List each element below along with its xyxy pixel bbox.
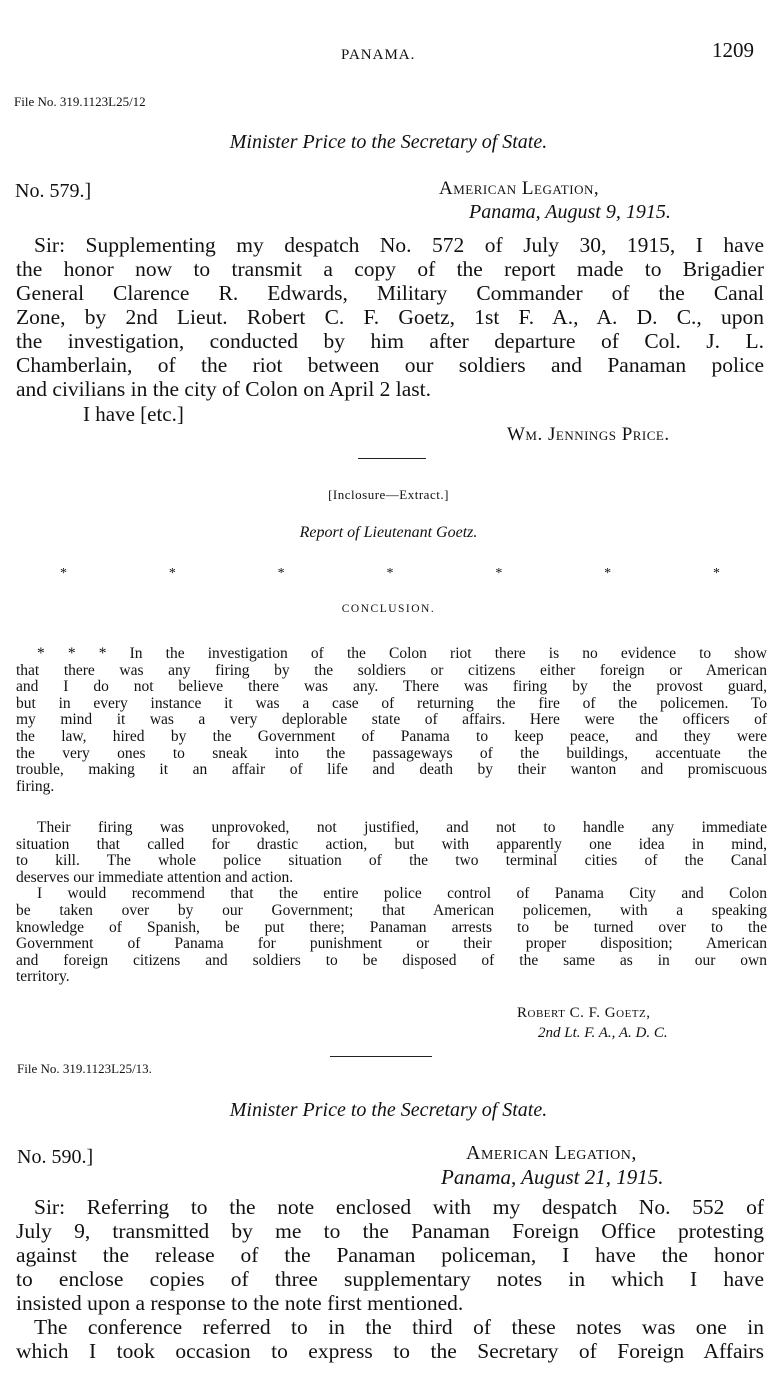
body-line: The conference referred to in the third of these notes was one in xyxy=(34,1315,764,1339)
signature: Wm. Jennings Price. xyxy=(507,424,670,445)
body-line: Sir: Referring to the note enclosed with my despatch No. 552 of xyxy=(34,1195,764,1219)
report-line: to kill. The whole police situation of the two terminal cities of the Canal xyxy=(16,852,767,870)
report-signature-rank: 2nd Lt. F. A., A. D. C. xyxy=(538,1025,668,1041)
file-number: File No. 319.1123L25/13. xyxy=(17,1061,152,1076)
report-line: and foreign citizens and soldiers to be disposed of the same as in our own xyxy=(16,951,767,969)
body-line: which I took occasion to express to the Secretary of Foreign Affairs xyxy=(16,1339,764,1363)
star-mark: * xyxy=(60,566,67,581)
report-line: deserves our immediate attention and action. xyxy=(16,868,294,886)
body-line: the investigation, conducted by him after departure of Col. J. L. xyxy=(16,329,764,353)
report-line: Government of Panama for punishment or their proper disposition; American xyxy=(16,935,767,953)
body-line: Sir: Supplementing my despatch No. 572 of July 30, 1915, I have xyxy=(34,233,764,257)
place-date-line: Panama, August 9, 1915. xyxy=(469,201,671,223)
report-line: trouble, making it an affair of life and death by their wanton and promiscuous xyxy=(16,761,767,779)
report-line: * * * In the investigation of the Colon riot there is no evidence to show xyxy=(37,645,767,662)
report-line: the very ones to sneak into the passageways of the buildings, accentuate the xyxy=(16,744,767,762)
star-mark: * xyxy=(168,566,176,581)
star-mark: * xyxy=(495,566,503,581)
report-line: Their firing was unprovoked, not justified, and not to handle any immediate xyxy=(37,819,767,836)
document-heading: Minister Price to the Secretary of State. xyxy=(229,131,548,153)
page-number: 1209 xyxy=(712,38,754,62)
section-divider xyxy=(358,458,426,459)
section-heading: CONCLUSION. xyxy=(341,603,436,615)
body-line: General Clarence R. Edwards, Military Commander of the Canal xyxy=(16,281,764,305)
section-divider xyxy=(330,1056,432,1057)
body-line: the honor now to transmit a copy of the report made to Brigadier xyxy=(16,257,764,281)
inclosure-label: [Inclosure—Extract.] xyxy=(328,487,449,502)
report-line: but in every instance it was a case of returning the fire of the policemen. To xyxy=(16,694,767,712)
running-title: PANAMA. xyxy=(341,47,416,63)
file-number: File No. 319.1123L25/12 xyxy=(14,94,146,109)
despatch-number: No. 579.] xyxy=(15,180,92,202)
star-mark: * xyxy=(277,566,285,581)
star-mark: * xyxy=(604,566,612,581)
report-line: that there was any firing by the soldiers or citizens either foreign or American xyxy=(16,661,767,679)
report-line: firing. xyxy=(16,777,55,795)
report-title: Report of Lieutenant Goetz. xyxy=(299,524,478,541)
closing-line: I have [etc.] xyxy=(83,402,184,426)
report-line: knowledge of Spanish, be put there; Panaman arrests to be turned over to the xyxy=(16,918,767,936)
ellipsis-stars xyxy=(60,566,720,582)
star-mark: * xyxy=(386,566,394,581)
star-mark: * xyxy=(712,566,720,581)
report-line: the law, hired by the Government of Panama to keep peace, and they were xyxy=(16,728,767,745)
body-line: to enclose copies of three supplementary notes in which I have xyxy=(16,1267,764,1291)
report-line: territory. xyxy=(16,968,70,986)
body-line: and civilians in the city of Colon on April 2 last. xyxy=(16,377,432,401)
legation-line: American Legation, xyxy=(466,1142,637,1164)
report-line: and I do not believe there was any. There was firing by the provost guard, xyxy=(16,678,767,696)
legation-line: American Legation, xyxy=(439,178,600,199)
report-signature-name: Robert C. F. Goetz, xyxy=(517,1005,651,1021)
body-line: insisted upon a response to the note first mentioned. xyxy=(16,1291,464,1315)
report-line: I would recommend that the entire police control of Panama City and Colon xyxy=(37,885,767,903)
despatch-number: No. 590.] xyxy=(17,1146,94,1168)
report-line: situation that called for drastic action, but with apparently one idea in mind, xyxy=(16,835,767,853)
body-line: against the release of the Panaman policeman, I have the honor xyxy=(16,1243,764,1267)
body-line: Chamberlain, of the riot between our soldiers and Panaman police xyxy=(16,353,764,377)
place-date-line: Panama, August 21, 1915. xyxy=(441,1165,664,1189)
report-line: my mind it was a very deplorable state of affairs. Here were the officers of xyxy=(16,711,767,729)
document-heading: Minister Price to the Secretary of State. xyxy=(229,1099,548,1121)
body-line: Zone, by 2nd Lieut. Robert C. F. Goetz, 1st F. A., A. D. C., upon xyxy=(16,305,764,329)
report-line: be taken over by our Government; that American policemen, with a speaking xyxy=(16,902,767,919)
body-line: July 9, transmitted by me to the Panaman Foreign Office protesting xyxy=(16,1219,764,1243)
